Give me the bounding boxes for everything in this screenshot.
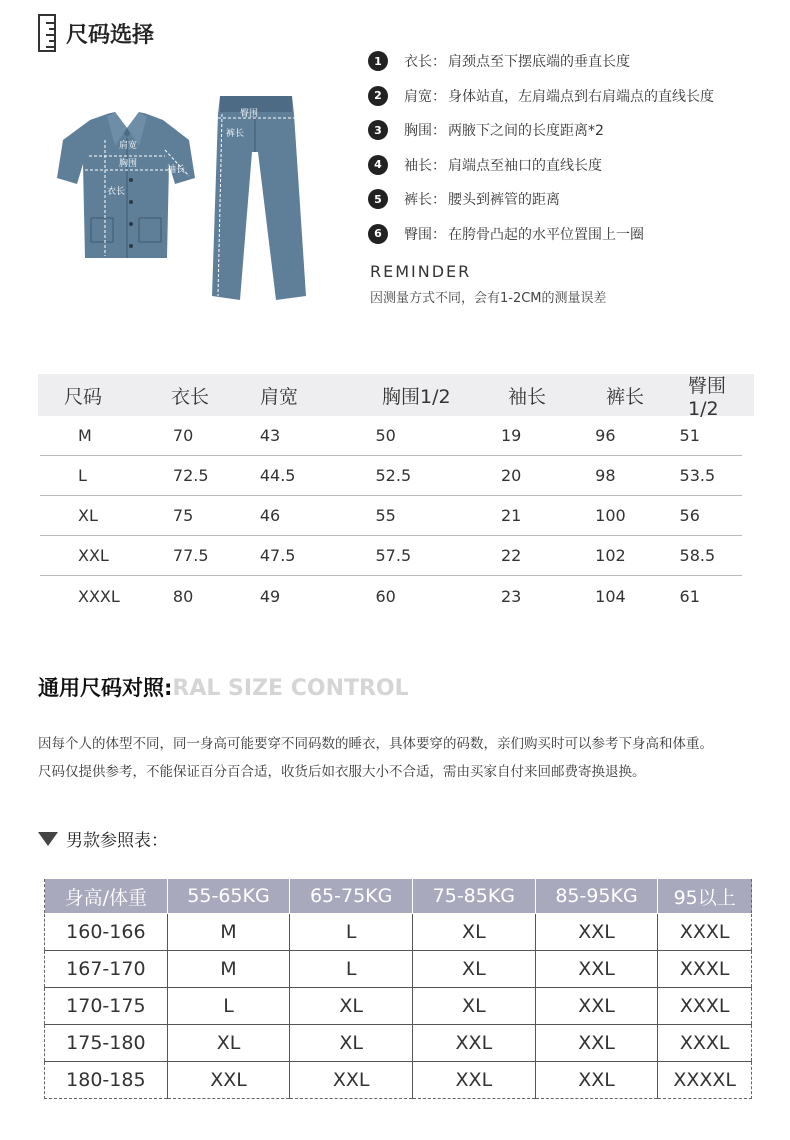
column-header: 衣长 [171, 385, 210, 408]
table-row: L 72.5 44.5 52.5 20 98 53.5 [40, 456, 742, 496]
general-title-en: RAL SIZE CONTROL [172, 676, 409, 701]
general-title-cn: 通用尺码对照: [38, 676, 173, 700]
reminder-text: 因测量方式不同，会有1-2CM的测量误差 [370, 291, 607, 306]
table-row: XXXL 80 49 60 23 104 61 [78, 586, 700, 606]
reminder-block [370, 262, 607, 306]
shirt-label-sleeve: 袖长 [167, 165, 186, 175]
pants-illustration [210, 92, 310, 304]
shirt-label-shoulder: 肩宽 [119, 141, 138, 151]
table-row: XXL 77.5 47.5 57.5 22 102 58.5 [40, 536, 742, 576]
shirt-illustration [55, 110, 200, 260]
shirt-label-chest: 胸围 [119, 159, 138, 169]
general-section-title [38, 672, 409, 702]
measurement-item: 6 臀围： 在胯骨凸起的水平位置围上一圈 [368, 217, 714, 252]
page-header [38, 14, 154, 52]
number-badge: 5 [368, 189, 388, 209]
measurement-item: 2 肩宽： 身体站直，左肩端点到右肩端点的直线长度 [368, 79, 714, 114]
pants-label-hip: 臀围 [240, 109, 259, 119]
page-title: 尺码选择 [66, 22, 155, 48]
table-row: 160-166 M L XL XXL XXXL [45, 914, 752, 951]
number-badge: 4 [368, 155, 388, 175]
ruler-icon [38, 14, 56, 52]
table-row: 170-175 L XL XL XXL XXXL [45, 988, 752, 1025]
description-line: 因每个人的体型不同，同一身高可能要穿不同码数的睡衣，具体要穿的码数，亲们购买时可以参考下身高和体重。 [38, 736, 713, 752]
column-header: 尺码 [64, 385, 103, 408]
general-description [38, 730, 713, 786]
reminder-title: REMINDER [370, 262, 472, 281]
column-header: 肩宽 [260, 385, 299, 408]
measurement-list [368, 44, 714, 251]
measurement-item: 1 衣长： 肩颈点至下摆底端的垂直长度 [368, 44, 714, 79]
number-badge: 1 [368, 51, 388, 71]
table-row: 175-180 XL XL XXL XXL XXXL [45, 1025, 752, 1062]
measurement-item: 5 裤长： 腰头到裤管的距离 [368, 182, 714, 217]
men-size-table [44, 878, 752, 1099]
column-header: 裤长 [606, 385, 645, 408]
number-badge: 3 [368, 120, 388, 140]
size-table-header [38, 374, 754, 420]
measurement-item: 3 胸围： 两腋下之间的长度距离*2 [368, 113, 714, 148]
pants-label-length: 裤长 [226, 129, 245, 139]
table-row: XL 75 46 55 21 100 56 [40, 496, 742, 536]
column-header: 袖长 [508, 385, 547, 408]
column-header: 臀围1/2 [688, 374, 727, 420]
column-header: 胸围1/2 [382, 385, 451, 408]
men-table-title: 男款参照表： [38, 826, 168, 851]
table-row: 167-170 M L XL XXL XXXL [45, 951, 752, 988]
table-header-row: 身高/体重 55-65KG 65-75KG 75-85KG 85-95KG 95以上 [45, 879, 752, 914]
triangle-down-icon [38, 832, 58, 846]
number-badge: 2 [368, 86, 388, 106]
size-table [38, 374, 754, 616]
number-badge: 6 [368, 224, 388, 244]
shirt-label-length: 衣长 [107, 187, 126, 197]
table-row: M 70 43 50 19 96 51 [40, 416, 742, 456]
description-line: 尺码仅提供参考，不能保证百分百合适，收货后如衣服大小不合适，需由买家自付来回邮费寄换退换。 [38, 764, 646, 780]
table-row: 180-185 XXL XXL XXL XXL XXXXL [45, 1062, 752, 1099]
measurement-item: 4 袖长： 肩端点至袖口的直线长度 [368, 148, 714, 183]
